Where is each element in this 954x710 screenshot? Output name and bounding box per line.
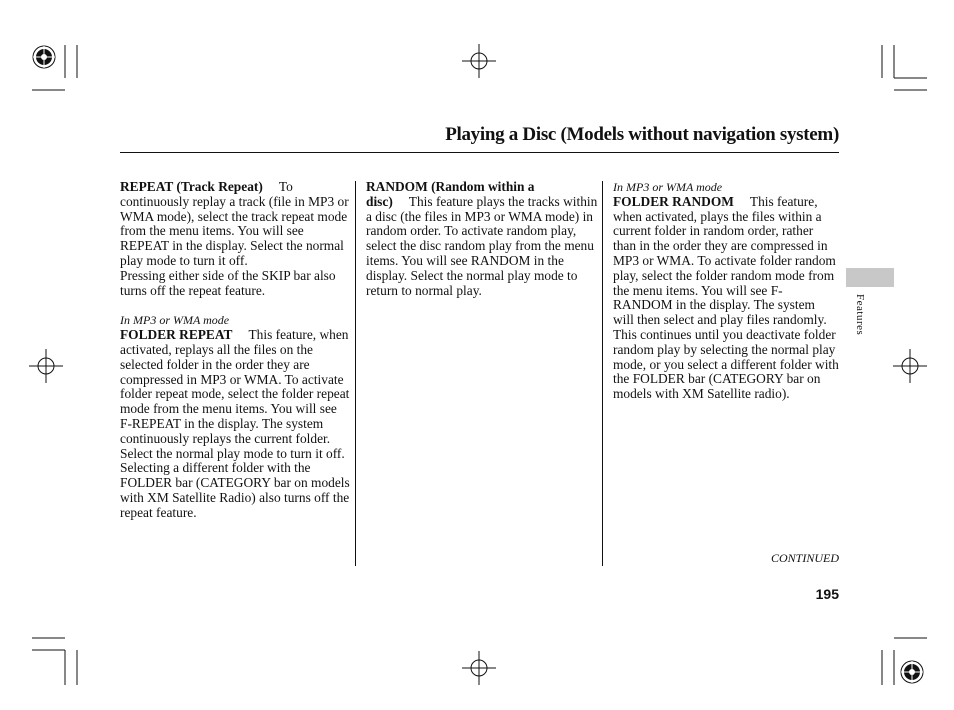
column-2: [366, 180, 598, 298]
random-heading: RANDOM (Random within a disc): [366, 179, 535, 209]
mode-label: In MP3 or WMA mode: [613, 180, 723, 194]
repeat-heading: REPEAT (Track Repeat): [120, 179, 263, 194]
repeat-body: To continuously replay a track (file in MP3 or WMA mode), select the track repeat mode from the menu items. You will see REPEAT in the display. Select the normal play mode to turn it off.: [120, 179, 349, 268]
folder-random-heading: FOLDER RANDOM: [613, 193, 734, 209]
folder-repeat-paragraph: [120, 328, 350, 520]
continued-label: CONTINUED: [770, 551, 839, 565]
page-number: 195: [815, 586, 839, 602]
folder-random-paragraph: [613, 195, 839, 402]
column-3: [613, 180, 839, 402]
mode-label: In MP3 or WMA mode: [120, 313, 230, 328]
column-divider: [602, 181, 603, 566]
repeat-paragraph: [120, 180, 350, 269]
page-title: Playing a Disc (Models without navigation system): [445, 124, 839, 145]
folder-repeat-body: This feature, when activated, replays all the files on the selected folder in the order they are compressed in MP3 or WMA. To activate folder repeat mode, select the folder repeat mode from the menu items. You will see F-REPEAT in the display. The system continuously replays the current folder. Select the normal play mode to turn it off. Selecting a different folder with the FOLDER bar (CATEGORY bar on models with XM Satellite Radio) also turns off the repeat feature.: [120, 327, 350, 520]
folder-random-body: This feature, when activated, plays the files within a current folder in random order, rather than in the order they are compressed in MP3 or WMA. To activate folder random play, select the folder random mode from the menu items. You will see F-RANDOM in the display. The system will then select and play files randomly. This continues until you deactivate folder random play by selecting the normal play mode, or you select a different folder with the FOLDER bar (CATEGORY bar on models with XM Satellite radio).: [613, 193, 839, 402]
section-tab-label: Features: [854, 294, 866, 336]
folder-repeat-heading: FOLDER REPEAT: [120, 327, 233, 343]
title-rule: [120, 152, 839, 153]
column-divider: [355, 181, 356, 566]
random-body: This feature plays the tracks within a disc (the files in MP3 or WMA mode) in random order. To activate random play, select the disc random play from the menu items. You will see RANDOM in the display. Select the normal play mode to return to normal play.: [366, 193, 598, 298]
section-tab: [846, 268, 894, 287]
random-paragraph: [366, 180, 598, 298]
repeat-skip-text: Pressing either side of the SKIP bar also turns off the repeat feature.: [120, 267, 336, 298]
column-1: [120, 180, 350, 521]
